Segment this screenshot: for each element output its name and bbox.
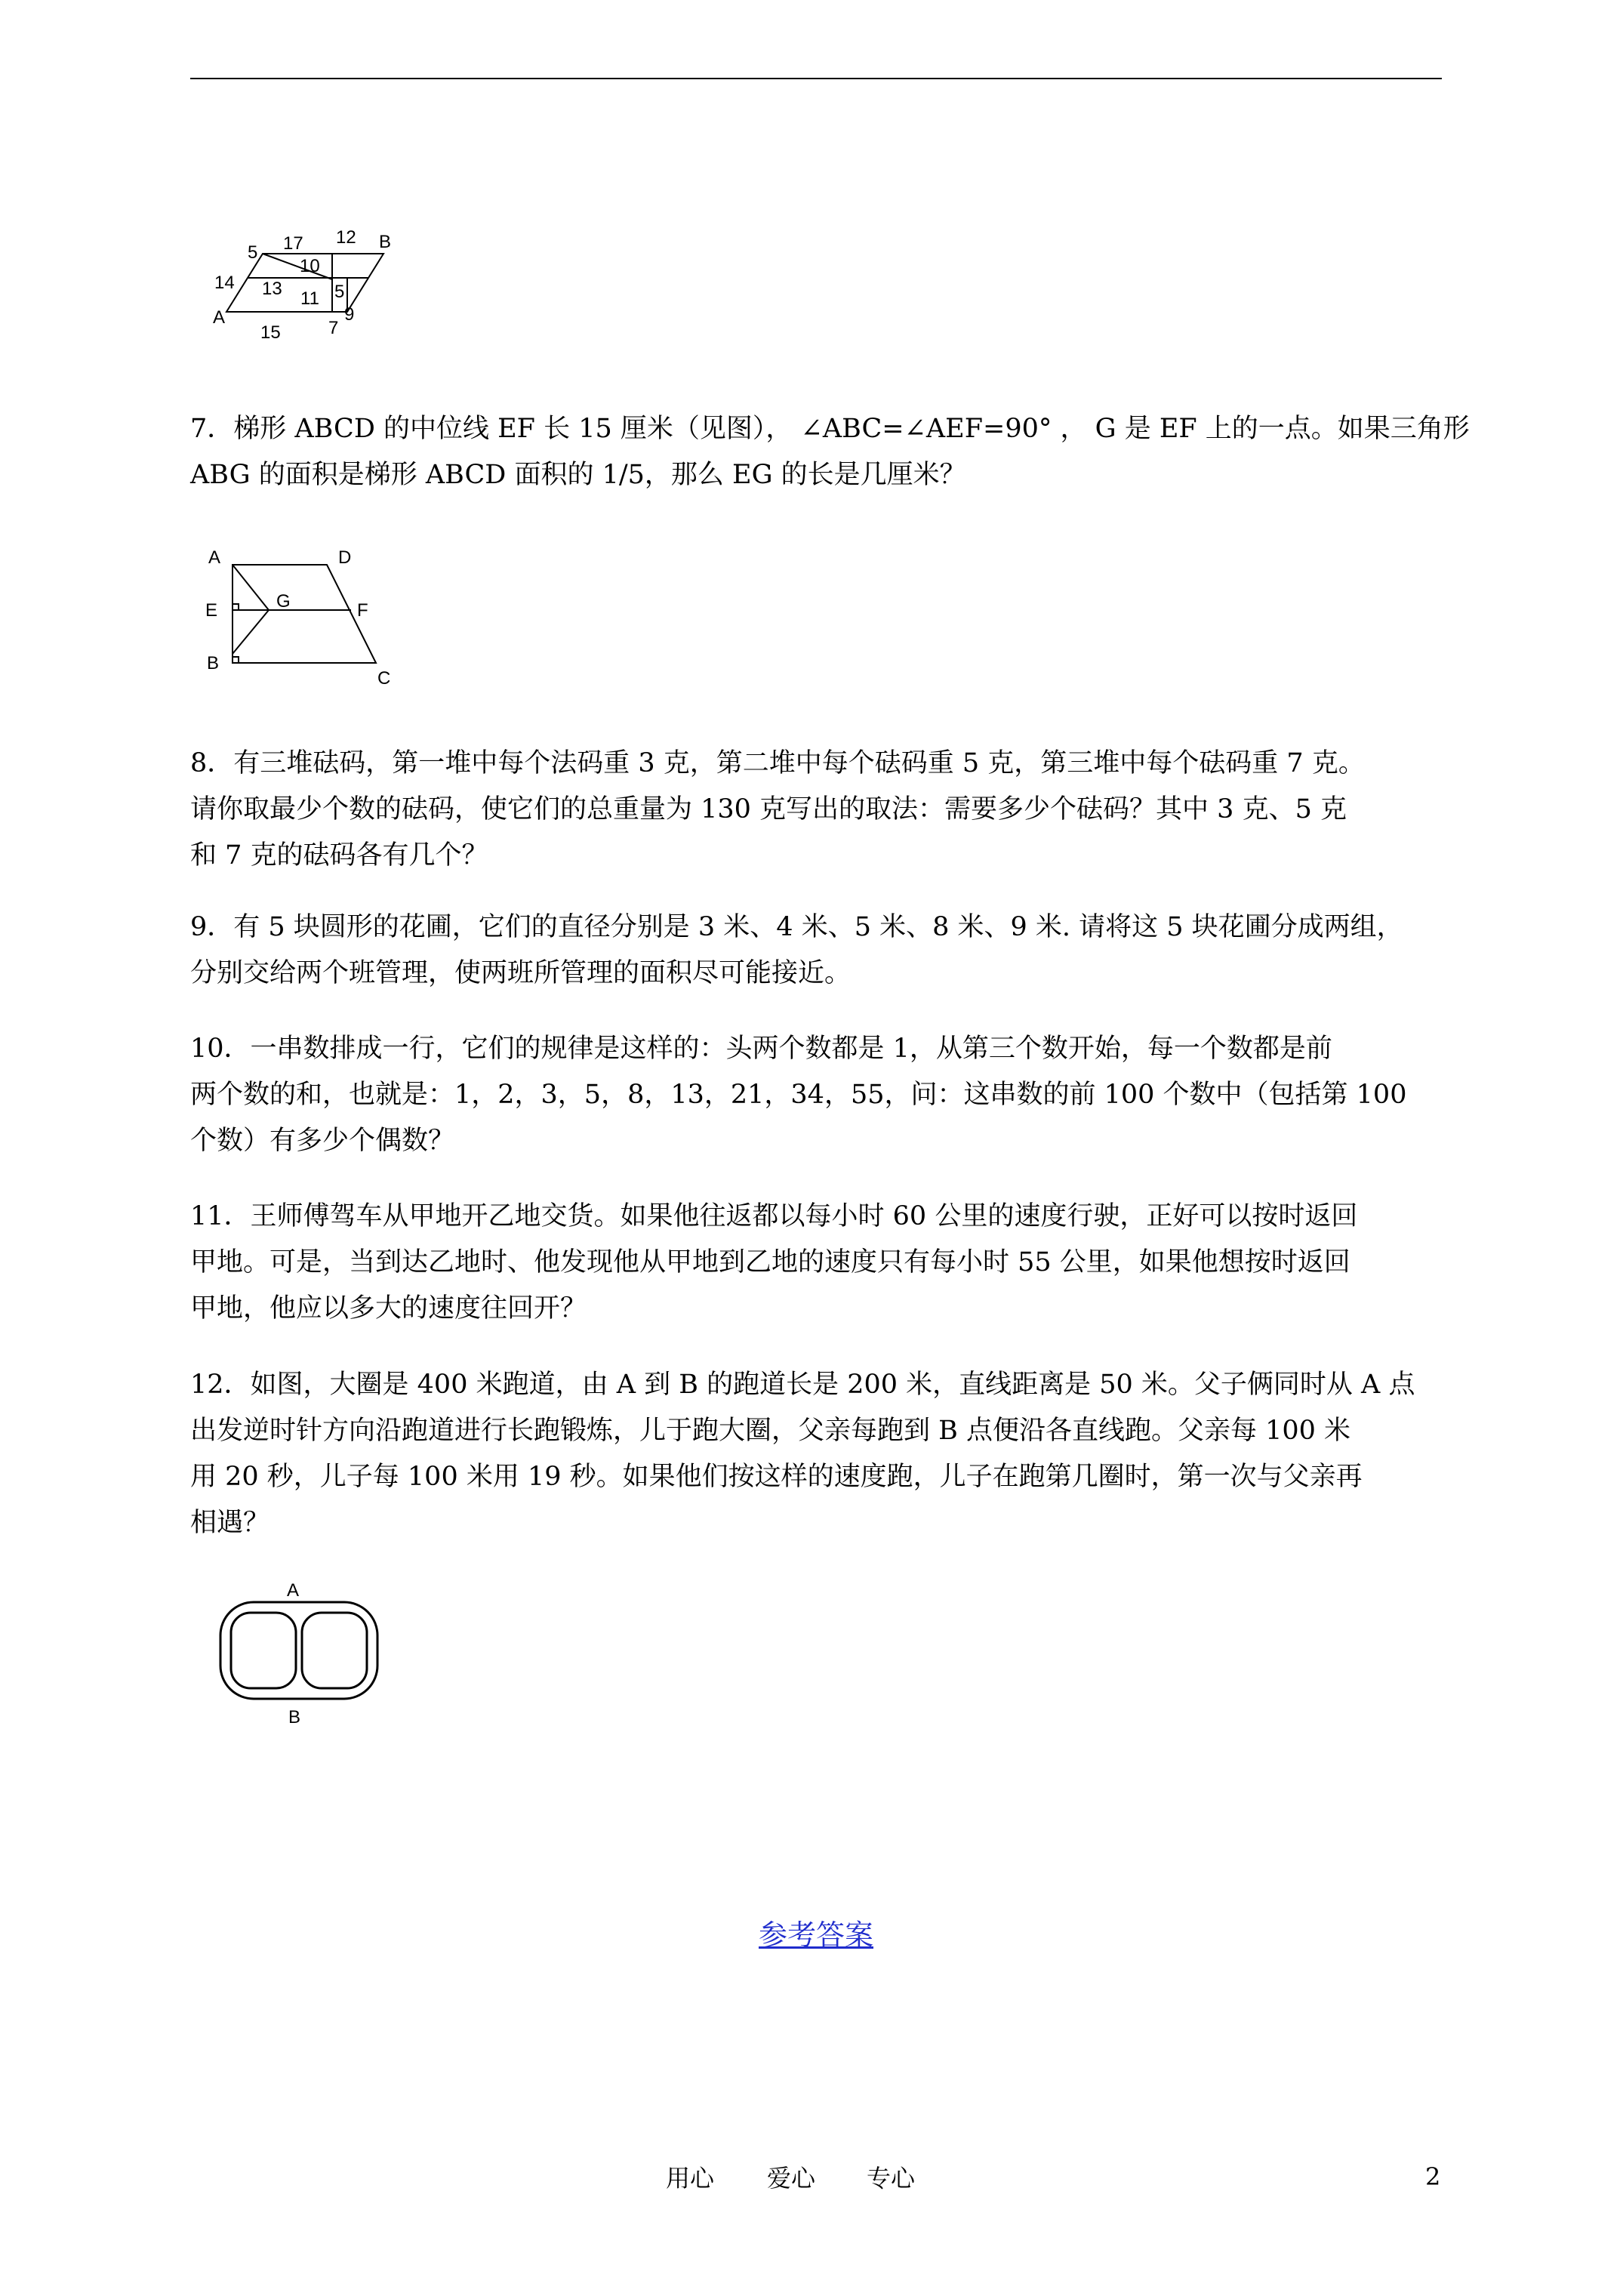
fig6-label-5-top: 5 <box>248 242 258 263</box>
question-7-line-1: 7．梯形 ABCD 的中位线 EF 长 15 厘米（见图）， ∠ABC=∠AEF=90° ， G 是 EF 上的一点。如果三角形 <box>190 414 1470 444</box>
fig6-label-17: 17 <box>283 233 303 254</box>
fig6-label-B: B <box>379 232 392 252</box>
header-rule <box>190 78 1442 79</box>
figure-q12-track <box>198 1575 409 1737</box>
reference-answers-link[interactable]: 参考答案 <box>759 1918 874 1952</box>
figure-q7-trapezoid <box>202 541 406 695</box>
question-8-line-2: 请你取最少个数的砝码，使它们的总重量为 130 克写出的取法：需要多少个砝码？其中 3 克、5 克 <box>190 794 1347 824</box>
fig6-label-10: 10 <box>300 256 320 276</box>
fig6-label-9: 9 <box>344 304 355 325</box>
question-12-line-4: 相遇？ <box>190 1508 270 1538</box>
question-10 <box>190 1026 1451 1164</box>
fig6-label-7: 7 <box>328 318 339 338</box>
fig12-label-B: B <box>288 1707 301 1727</box>
fig7-label-F: F <box>357 600 368 621</box>
fig6-label-A: A <box>213 307 226 328</box>
question-11-line-2: 甲地。可是，当到达乙地时、他发现他从甲地到乙地的速度只有每小时 55 公里，如果他想按时返回 <box>190 1247 1350 1277</box>
question-12 <box>190 1362 1451 1546</box>
fig7-label-A: A <box>208 547 221 568</box>
fig6-label-11: 11 <box>300 288 319 309</box>
fig7-label-E: E <box>205 600 218 621</box>
question-12-line-3: 用 20 秒，儿子每 100 米用 19 秒。如果他们按这样的速度跑，儿子在跑第几圈时，第一次与父亲再 <box>190 1462 1363 1492</box>
fig7-label-D: D <box>338 547 352 568</box>
fig6-label-14: 14 <box>214 273 235 293</box>
question-7-line-2: ABG 的面积是梯形 ABCD 面积的 1/5，那么 EG 的长是几厘米？ <box>190 460 966 490</box>
fig6-label-12: 12 <box>336 227 356 248</box>
page-number: 2 <box>1425 2162 1441 2191</box>
footer-item-2: 爱心 <box>767 2164 816 2193</box>
question-8-line-3: 和 7 克的砝码各有几个？ <box>190 840 488 871</box>
fig7-label-C: C <box>377 668 391 689</box>
fig7-label-G: G <box>276 591 291 612</box>
footer-item-1: 用心 <box>666 2164 715 2193</box>
question-11 <box>190 1194 1451 1332</box>
question-10-line-2: 两个数的和，也就是：1，2，3，5，8，13，21，34，55，问：这串数的前 100 个数中（包括第 100 <box>190 1080 1407 1110</box>
question-8 <box>190 741 1451 879</box>
question-10-line-3: 个数）有多少个偶数？ <box>190 1126 455 1156</box>
fig6-label-15: 15 <box>260 322 281 343</box>
figure-q6-parallelogram <box>211 219 408 350</box>
question-9-line-1: 9．有 5 块圆形的花圃，它们的直径分别是 3 米、4 米、5 米、8 米、9 米. 请将这 5 块花圃分成两组， <box>190 912 1403 942</box>
question-12-line-2: 出发逆时针方向沿跑道进行长跑锻炼，儿于跑大圈，父亲每跑到 B 点便沿各直线跑。父亲每 100 米 <box>190 1416 1351 1446</box>
question-9-line-2: 分别交给两个班管理，使两班所管理的面积尽可能接近。 <box>190 958 852 988</box>
fig6-label-5-right: 5 <box>334 282 345 302</box>
fig6-label-13: 13 <box>262 279 282 299</box>
fig7-label-B: B <box>207 653 220 673</box>
fig12-label-A: A <box>287 1580 300 1601</box>
question-11-line-1: 11．王师傅驾车从甲地开乙地交货。如果他往返都以每小时 60 公里的速度行驶，正好可以按时返回 <box>190 1201 1358 1231</box>
footer-item-3: 专心 <box>867 2164 916 2193</box>
question-7 <box>190 406 1470 498</box>
question-12-line-1: 12．如图，大圈是 400 米跑道，由 A 到 B 的跑道长是 200 米，直线距离是 50 米。父子俩同时从 A 点 <box>190 1370 1415 1400</box>
question-9 <box>190 905 1451 997</box>
question-11-line-3: 甲地，他应以多大的速度往回开？ <box>190 1293 587 1324</box>
question-8-line-1: 8．有三堆砝码，第一堆中每个法码重 3 克，第二堆中每个砝码重 5 克，第三堆中每个砝码重 7 克。 <box>190 748 1365 778</box>
question-10-line-1: 10．一串数排成一行，它们的规律是这样的：头两个数都是 1，从第三个数开始，每一个数都是前 <box>190 1034 1332 1064</box>
